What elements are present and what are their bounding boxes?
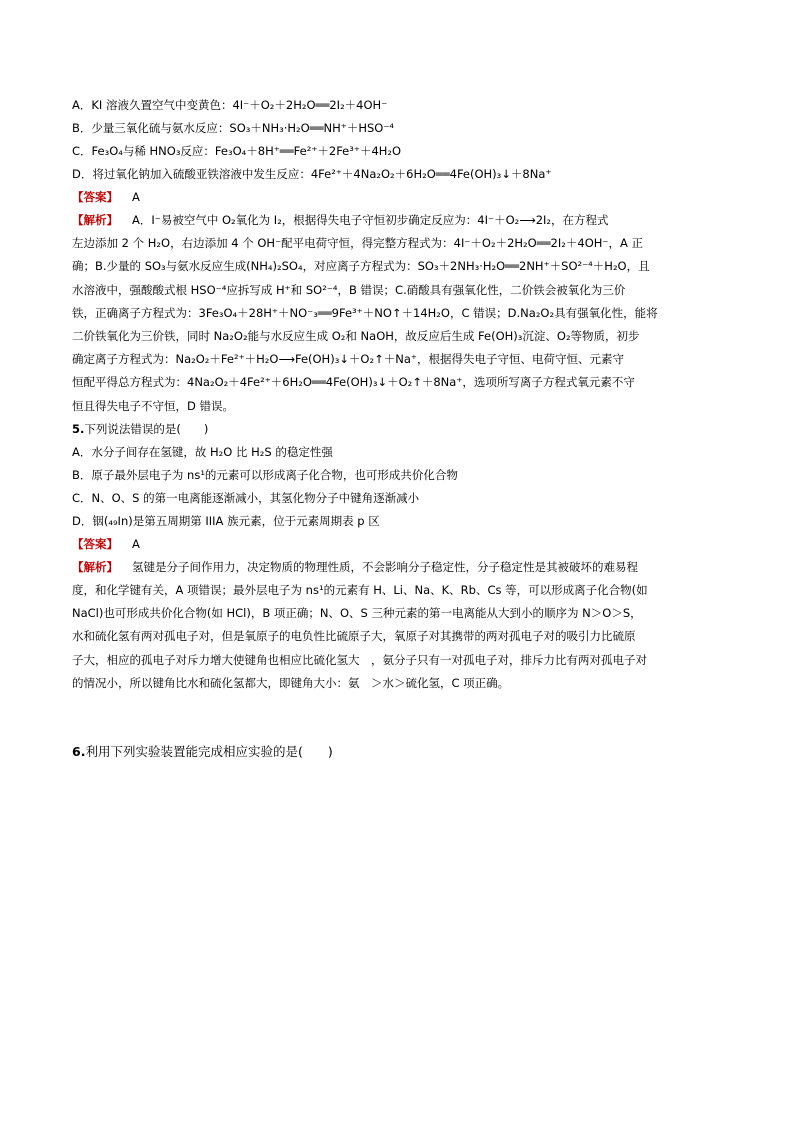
- q5-number: 5.: [72, 421, 85, 436]
- q4-analysis-line: 确定离子方程式为：Na₂O₂＋Fe²⁺＋H₂O⟶Fe(OH)₃↓＋O₂↑＋Na⁺，根据得失电子守恒、电荷守恒、元素守: [72, 352, 624, 367]
- q4-answer: [72, 186, 724, 209]
- q5-analysis-line: 度，和化学键有关，A 项错误；最外层电子为 ns¹的元素有 H、Li、Na、K、Rb、Cs 等，可以形成离子化合物(如: [72, 583, 648, 598]
- q5-analysis-tag: 【解析】: [72, 559, 118, 574]
- q5-analysis: [72, 556, 724, 695]
- q4-analysis: [72, 209, 724, 418]
- q5-option-a: A．水分子间存在氢键，故 H₂O 比 H₂S 的稳定性强: [72, 444, 333, 459]
- q5-title: [72, 418, 724, 441]
- q4-analysis-tag: 【解析】: [72, 213, 118, 227]
- q5-answer-tag: 【答案】: [72, 536, 118, 551]
- q4-option-b: B．少量三氧化硫与氨水反应：SO₃＋NH₃·H₂O══NH⁺＋HSO⁻⁴: [72, 121, 395, 135]
- q5-title-text: 下列说法错误的是( ): [84, 421, 209, 436]
- q4-analysis-line: 水溶液中，强酸酸式根 HSO⁻⁴应拆写成 H⁺和 SO²⁻⁴，B 错误；C.硝酸具有强氧化性，二价铁会被氧化为三价: [72, 282, 626, 297]
- q4-analysis-line: 恒且得失电子不守恒，D 错误。: [72, 398, 235, 413]
- q5-answer: [72, 533, 724, 556]
- q5-analysis-line: 子大，相应的孤电子对斥力增大使键角也相应比硫化氢大 ，氨分子只有一对孤电子对，排斥力比有两对孤电子对: [72, 652, 647, 667]
- q5-analysis-line: 水和硫化氢有两对孤电子对，但是氧原子的电负性比硫原子大，氧原子对其携带的两对孤电子对的吸引力比硫原: [72, 629, 636, 644]
- q5-analysis-line: 的情况小，所以键角比水和硫化氢都大，即键角大小：氨 ＞水＞硫化氢，C 项正确。: [72, 675, 510, 690]
- document-page: [72, 94, 724, 764]
- q5-answer-value: A: [132, 536, 140, 551]
- q5-analysis-text: 氢键是分子间作用力，决定物质的物理性质，不会影响分子稳定性，分子稳定性是其被破坏的难易程: [132, 559, 638, 574]
- q4-analysis-line: 恒配平得总方程式为：4Na₂O₂＋4Fe²⁺＋6H₂O══4Fe(OH)₃↓＋O₂↑＋8Na⁺，选项所写离子方程式氧元素不守: [72, 375, 635, 390]
- q4-option-a: A．KI 溶液久置空气中变黄色：4I⁻＋O₂＋2H₂O══2I₂＋4OH⁻: [72, 98, 388, 112]
- q5-analysis-line: NaCl)也可形成共价化合物(如 HCl)，B 项正确；N、O、S 三种元素的第一电离能从大到小的顺序为 N＞O＞S，: [72, 606, 642, 621]
- q4-analysis-line: 二价铁氧化为三价铁，同时 Na₂O₂能与水反应生成 O₂和 NaOH，故反应后生成 Fe(OH)₃沉淀、O₂等物质，初步: [72, 329, 640, 344]
- q5-option-b: B．原子最外层电子为 ns¹的元素可以形成离子化合物，也可形成共价化合物: [72, 467, 458, 482]
- q4-analysis-line: 左边添加 2 个 H₂O，右边添加 4 个 OH⁻配平电荷守恒，得完整方程式为：4I⁻＋O₂＋2H₂O══2I₂＋4OH⁻，A 正: [72, 236, 643, 251]
- q4-option-d: D．将过氧化钠加入硫酸亚铁溶液中发生反应：4Fe²⁺＋4Na₂O₂＋6H₂O══4Fe(OH)₃↓＋8Na⁺: [72, 167, 552, 181]
- q6-title: [72, 740, 724, 764]
- q5-options: [72, 441, 724, 533]
- q6-title-text: 利用下列实验装置能完成相应实验的是( ): [85, 744, 333, 760]
- q5-analysis-line: [72, 556, 724, 579]
- q4-analysis-text: A．I⁻易被空气中 O₂氧化为 I₂，根据得失电子守恒初步确定反应为：4I⁻＋O₂⟶2I₂，在方程式: [132, 213, 609, 227]
- q4-options: [72, 94, 724, 186]
- q4-analysis-line: 铁，正确离子方程式为：3Fe₃O₄＋28H⁺＋NO⁻₃══9Fe³⁺＋NO↑＋14H₂O，C 错误；D.Na₂O₂具有强氧化性，能将: [72, 305, 658, 320]
- q6-number: 6.: [72, 744, 86, 760]
- q4-answer-tag: 【答案】: [72, 190, 118, 204]
- section-gap: [72, 695, 724, 740]
- q4-option-c: C．Fe₃O₄与稀 HNO₃反应：Fe₃O₄＋8H⁺══Fe²⁺＋2Fe³⁺＋4H₂O: [72, 144, 402, 158]
- q5-option-c: C．N、O、S 的第一电离能逐渐减小，其氢化物分子中键角逐渐减小: [72, 490, 420, 505]
- q4-answer-value: A: [132, 190, 140, 204]
- q5-option-d: D．铟(₄₉In)是第五周期第 IIIA 族元素，位于元素周期表 p 区: [72, 513, 380, 528]
- q4-analysis-line: [72, 209, 724, 232]
- q4-analysis-line: 确；B.少量的 SO₃与氨水反应生成(NH₄)₂SO₄，对应离子方程式为：SO₃＋2NH₃·H₂O══2NH⁺＋SO²⁻⁴＋H₂O，且: [72, 259, 650, 274]
